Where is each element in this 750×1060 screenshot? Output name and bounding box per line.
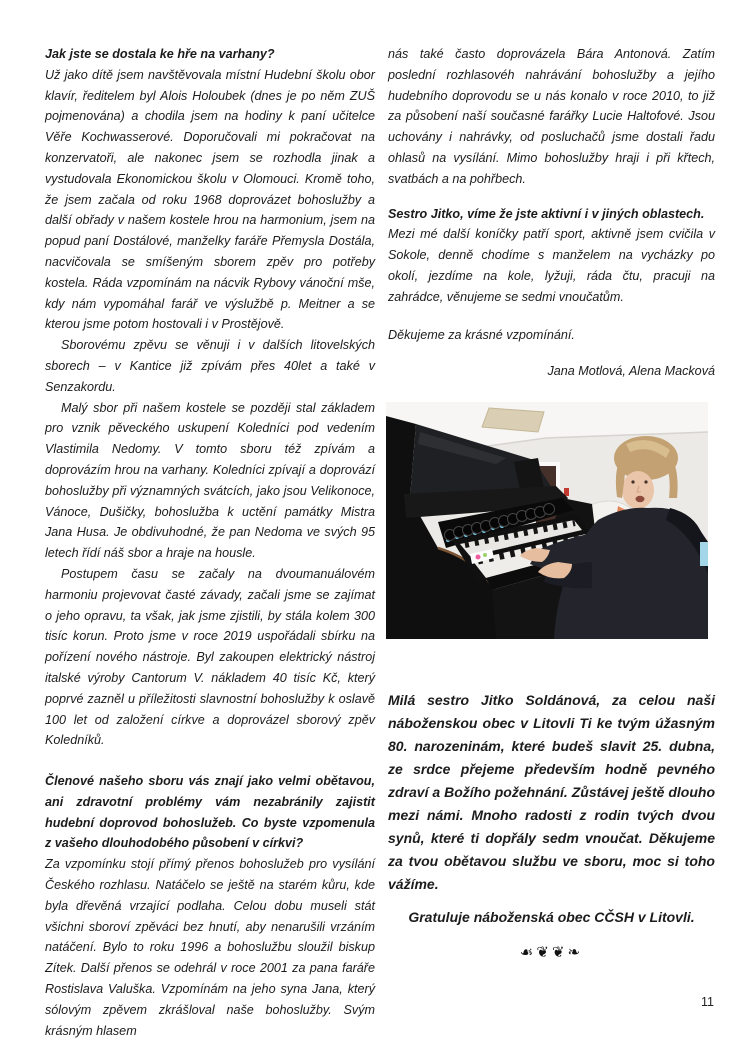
floral-divider-ornament: ☙❦❦❧ — [519, 942, 584, 961]
interview-question-2: Členové našeho sboru vás znají jako velmi obětavou, ani zdravotní problémy vám nezabránily zajistit hudební doprovod bohoslužeb. Co byste vzpomenula z vašeho dlouhodobého působení v církvi? — [45, 774, 375, 851]
birthday-tribute: Milá sestro Jitko Soldánová, za celou naši náboženskou obec v Litovli Ti ke tvým úžasným 80. narozeninám, které budeš slavit 25. dubna, ze srdce přejeme především hodně pevného zdraví a Božího požehnání. Zůstávej ještě dlouho mezi námi. Mnoho radosti z rodin tvých dvou synů, které ti dopřály sedm vnoučat. Děkujeme za tvou obětavou službu ve sboru, moc si toho vážíme. — [388, 692, 715, 893]
interview-question-1: Jak jste se dostala ke hře na varhany? — [45, 47, 275, 61]
paragraph-thank-you: Děkujeme za krásné vzpomínání. — [388, 327, 575, 342]
organ-player-photo — [386, 402, 708, 639]
paragraph-radio-continued: nás také často doprovázela Bára Antonová. Zatím poslední rozhlasovéh nahrávání bohoslužby a jejího hudebního doprovodu se u nás konalo v roce 2010, to již za působení naší současné farářky Lucie Haltofové. Jsou uchovány i nahrávky, od posluchačů jsme dostali řadu ohlasů na vysílání. Mimo bohoslužby hraji i při křtech, svatbách a na pohřbech. — [388, 47, 715, 186]
right-column — [388, 44, 715, 963]
paragraph-radio-broadcast: Za vzpomínku stojí přímý přenos bohoslužeb pro vysílání Českého rozhlasu. Natáčelo se ještě na starém kůru, kde byla dřevěná vrzající podlaha. Celou dobu museli stát všichni sboroví zpěváci bez hnutí, aby nenarušili vrzáním natáčení. Bylo to roku 1996 a bohoslužbu sloužil biskup Zítek. Další přenos se odehrál v roce 2001 za pana faráře Rostislava Valuška. Vzpomínám na jeho syna Jana, který sólovým zpěvem zkrášloval naše bohoslužby. Svým krásným hlasem — [45, 857, 375, 1038]
interview-question-3: Sestro Jitko, víme že jste aktivní i v jiných oblastech. — [388, 206, 705, 221]
paragraph-hobbies: Mezi mé další koníčky patří sport, aktivně jsem cvičila v Sokole, denně chodíme s manželem na vycházky po okolí, jezdíme na kole, lyžuji, ráda čtu, pracuji na zahrádce, věnujeme se sedmi vnoučatům. — [388, 227, 715, 304]
paragraph-music-school: Už jako dítě jsem navštěvovala místní Hudební školu obor klavír, ředitelem byl Alois Holoubek (dnes je po něm ZUŠ pojmenována) a chodila jsem na hodiny k paní učitelce Věře Kochwasserové. Doporučovali mi pokračovat na konzervatoři, ale nakonec jsem se rozhodla jinak a vystudovala Ekonomickou školu v Olomouci. Kromě toho, že jsem začala od roku 1968 doprovázet bohoslužby a další obřady v našem kostele hrou na harmonium, jsem na popud paní Dostálové, manželky faráře Přemysla Dostála, nacvičovala se smíšeným sborem zpěv pro potřeby kostela. Ráda vzpomínám na nácvik Rybovy vánoční mše, kdy nám vypomáhal farář ve výslužbě p. Meitner a se kterou jsme potom hostovali i v Prostějově. — [45, 67, 375, 332]
congratulations-line: Gratuluje náboženská obec CČSH v Litovli. — [408, 909, 695, 926]
paragraph-kolednici: Malý sbor při našem kostele se později stal základem pro vznik pěveckého uskupení Koledníci pod vedením Vlastimila Nedomy. V tomto sboru též zpívám a doprovázím hrou na varhany. Koledníci zpívají a doprovází bohoslužby při významných svátcích, jako jsou Velikonoce, Vánoce, Dušičky, bohoslužba k uctění památky Mistra Jana Husa. Je obdivuhodné, že pan Nedoma ve svých 95 letech řídí náš sbor a hraje na housle. — [45, 400, 375, 561]
page-number: 11 — [701, 995, 714, 1009]
paragraph-new-organ: Postupem času se začaly na dvoumanuálovém harmoniu projevovat časté závady, začali jsme se zajímat o jeho opravu, ta však, jak jsme zjistili, by stála kolem 300 tisíc korun. Proto jsme v roce 2019 uspořádali sbírku na pořízení nového nástroje. Byl zakoupen elektrický nástroj italské výroby Cantorum V. nákladem 40 tisíc Kč, který poprvé zazněl u příležitosti slavnostní bohoslužby k oslavě 100 let od založení církve a doprovázel sborový zpěv Koledníků. — [45, 566, 375, 748]
left-column — [45, 44, 375, 1041]
authors-signature: Jana Motlová, Alena Macková — [547, 364, 715, 379]
paragraph-choirs: Sborovému zpěvu se věnuji i v dalších litovelských sborech – v Kantice již zpívám přes 40let a také v Senzakordu. — [45, 338, 375, 394]
